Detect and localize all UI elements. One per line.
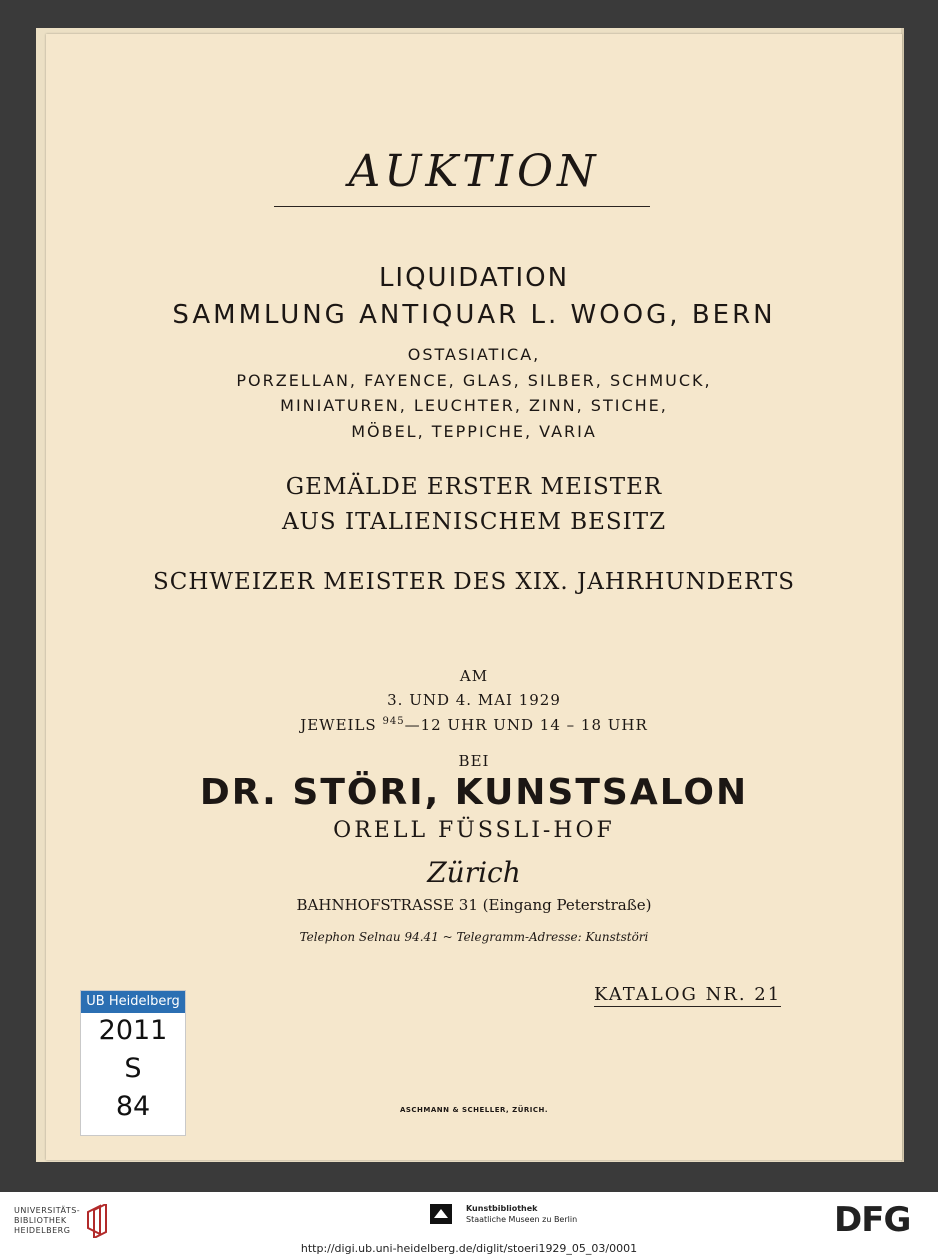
permalink-url[interactable]: http://digi.ub.uni-heidelberg.de/diglit/stoeri1929_05_03/0001 [300, 1242, 638, 1255]
shelfmark-line: 84 [115, 1091, 151, 1122]
street-address: BAHNHOFSTRASSE 31 (Eingang Peterstraße) [296, 896, 652, 914]
auction-date: 3. UND 4. MAI 1929 [387, 691, 561, 709]
kb-subtitle: Staatliche Museen zu Berlin [466, 1215, 578, 1224]
city-name: Zürich [427, 856, 521, 889]
liquidation-heading: LIQUIDATION [378, 263, 570, 293]
ub-crest-icon [86, 1204, 112, 1238]
kunstbibliothek-logo[interactable] [466, 1203, 577, 1225]
ub-logo-line: HEIDELBERG [14, 1226, 71, 1235]
catalog-number: KATALOG NR. 21 [594, 984, 782, 1005]
times-superscript: 945 [382, 716, 405, 727]
shelfmark-line: S [124, 1053, 142, 1084]
category-line: OSTASIATICA, [407, 345, 541, 364]
viewer-footer [0, 1192, 938, 1258]
paintings-heading: GEMÄLDE ERSTER MEISTER [285, 474, 663, 500]
printer-imprint: ASCHMANN & SCHELLER, ZÜRICH. [399, 1106, 549, 1114]
category-line: MÖBEL, TEPPICHE, VARIA [351, 422, 597, 441]
auction-times [46, 716, 902, 734]
kb-title: Kunstbibliothek [466, 1204, 538, 1213]
venue-name: ORELL FÜSSLI-HOF [333, 818, 615, 843]
times-prefix: JEWEILS [300, 716, 383, 734]
dfg-logo[interactable]: DFG [834, 1200, 911, 1240]
am-label: AM [459, 667, 489, 685]
ub-logo-line: BIBLIOTHEK [14, 1216, 67, 1225]
category-line: MINIATUREN, LEUCHTER, ZINN, STICHE, [280, 396, 668, 415]
times-suffix: —12 UHR UND 14 – 18 UHR [404, 716, 648, 734]
kunstbibliothek-logo-icon [430, 1204, 452, 1224]
title-rule [274, 206, 650, 207]
category-line: PORZELLAN, FAYENCE, GLAS, SILBER, SCHMUCK, [236, 371, 712, 390]
ub-heidelberg-logo[interactable] [14, 1206, 80, 1236]
swiss-masters-heading: SCHWEIZER MEISTER DES XIX. JAHRHUNDERTS [152, 569, 796, 595]
label-header: UB Heidelberg [81, 991, 185, 1013]
library-shelf-label [80, 990, 186, 1136]
bei-label: BEI [458, 752, 490, 770]
auction-title: AUKTION [348, 146, 600, 197]
ub-logo-line: UNIVERSITÄTS- [14, 1206, 81, 1215]
collection-heading: SAMMLUNG ANTIQUAR L. WOOG, BERN [172, 300, 776, 330]
shelfmark-line: 2011 [98, 1015, 168, 1046]
auctioneer-name: DR. STÖRI, KUNSTSALON [199, 772, 749, 813]
telephone-line: Telephon Selnau 94.41 ~ Telegramm-Adresse: Kunststöri [299, 930, 649, 944]
paintings-subheading: AUS ITALIENISCHEM BESITZ [281, 509, 667, 535]
